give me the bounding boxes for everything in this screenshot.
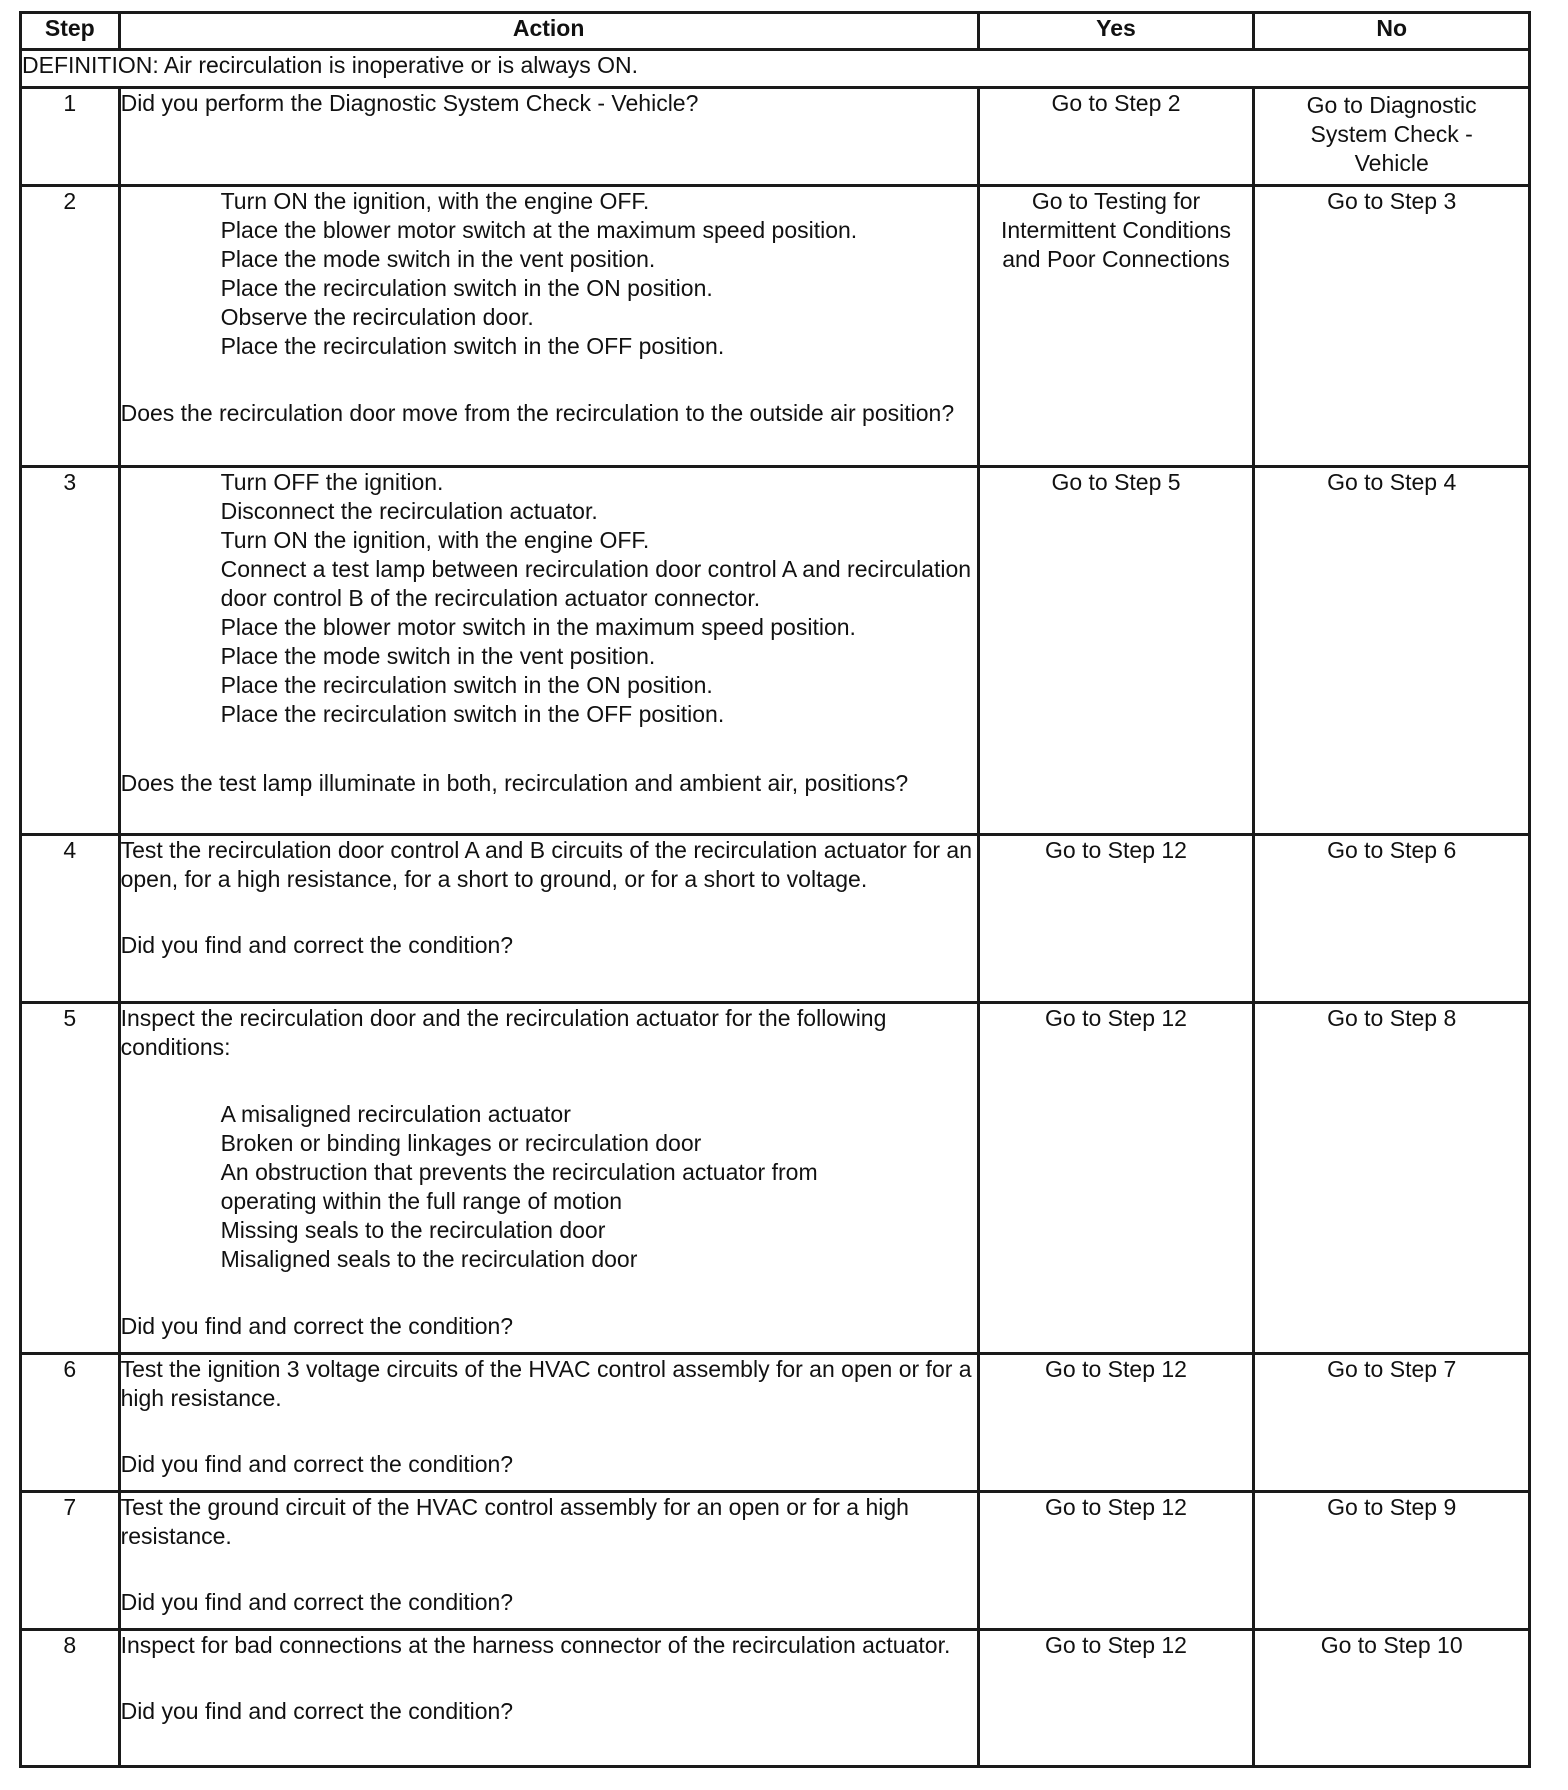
- step-number: 5: [21, 1003, 120, 1354]
- definition-row: [21, 50, 1530, 88]
- table-row: [21, 186, 1530, 467]
- no-cell: Go to Step 4: [1254, 467, 1530, 835]
- table-row: [21, 1630, 1530, 1767]
- condition-item: An obstruction that prevents the recirculation actuator from operating within the full range of motion: [220, 1159, 818, 1214]
- yes-cell: Go to Step 12: [978, 835, 1254, 1003]
- yes-cell: Go to Step 12: [978, 1630, 1254, 1767]
- instruction-item: Place the blower motor switch in the maximum speed position.: [220, 614, 856, 640]
- instruction-text: Test the ground circuit of the HVAC control assembly for an open or for a high resistance.: [120, 1494, 909, 1549]
- action-cell: [119, 1630, 978, 1767]
- table-row: [21, 1492, 1530, 1630]
- action-cell: [119, 1492, 978, 1630]
- instruction-text: Inspect for bad connections at the harness connector of the recirculation actuator.: [120, 1632, 951, 1658]
- spacer: [121, 1413, 977, 1450]
- step-number: 7: [21, 1492, 120, 1630]
- no-cell: Go to Step 8: [1254, 1003, 1530, 1354]
- step-number: 3: [21, 467, 120, 835]
- question-text: Did you find and correct the condition?: [120, 1451, 514, 1477]
- instruction-item: Place the recirculation switch in the OFF position.: [220, 333, 725, 359]
- step-number: 8: [21, 1630, 120, 1767]
- table-row: [21, 1003, 1530, 1354]
- table-row: [21, 467, 1530, 835]
- yes-line: and Poor Connections: [1002, 246, 1230, 272]
- action-cell: [119, 88, 978, 186]
- yes-cell: Go to Step 12: [978, 1492, 1254, 1630]
- spacer: [121, 1660, 977, 1697]
- yes-cell: Go to Step 2: [978, 88, 1254, 186]
- spacer: [121, 894, 977, 931]
- yes-line: Intermittent Conditions: [1000, 217, 1232, 243]
- action-cell: [119, 1354, 978, 1492]
- instruction-item: Place the blower motor switch at the maximum speed position.: [220, 217, 858, 243]
- instruction-text: Inspect the recirculation door and the recirculation actuator for the following conditions:: [120, 1005, 887, 1060]
- spacer: [121, 361, 977, 399]
- question-text: Did you find and correct the condition?: [120, 1589, 514, 1615]
- yes-cell: Go to Step 5: [978, 467, 1254, 835]
- no-cell: Go to Step 9: [1254, 1492, 1530, 1630]
- table-row: [21, 88, 1530, 186]
- step-number: 2: [21, 186, 120, 467]
- condition-item: Missing seals to the recirculation door: [220, 1217, 606, 1243]
- yes-cell: Go to Step 12: [978, 1354, 1254, 1492]
- spacer: [121, 1551, 977, 1588]
- question-text: Does the recirculation door move from the recirculation to the outside air position?: [120, 400, 955, 426]
- action-cell: [119, 186, 978, 467]
- condition-item: Misaligned seals to the recirculation door: [220, 1246, 638, 1272]
- instruction-item: Turn ON the ignition, with the engine OFF.: [220, 188, 650, 214]
- instruction-item: Turn OFF the ignition.: [220, 469, 444, 495]
- question-text: Does the test lamp illuminate in both, recirculation and ambient air, positions?: [120, 770, 909, 796]
- action-header: Action: [119, 13, 978, 50]
- step-number: 6: [21, 1354, 120, 1492]
- spacer: [121, 729, 977, 769]
- yes-cell: [978, 186, 1254, 467]
- question-text: Did you find and correct the condition?: [120, 932, 514, 958]
- instruction-text: Test the recirculation door control A and B circuits of the recirculation actuator for an open, for a high resistance, for a short to ground, or for a short to voltage.: [120, 837, 973, 892]
- no-cell: Go to Step 3: [1254, 186, 1530, 467]
- no-header: No: [1254, 13, 1530, 50]
- yes-header: Yes: [978, 13, 1254, 50]
- step-number: 1: [21, 88, 120, 186]
- question-text: Did you find and correct the condition?: [120, 1313, 514, 1339]
- no-line: Vehicle: [1354, 150, 1429, 176]
- instruction-item: Place the recirculation switch in the OFF position.: [220, 701, 725, 727]
- definition-text: DEFINITION: Air recirculation is inoperative or is always ON.: [21, 50, 1530, 88]
- instruction-item: Place the mode switch in the vent position.: [220, 643, 656, 669]
- instruction-item: Connect a test lamp between recirculation door control A and recirculation door control B of the recirculation actuator connector.: [220, 556, 972, 611]
- diagnostic-table: [19, 11, 1531, 1768]
- action-cell: [119, 467, 978, 835]
- question-text: Did you perform the Diagnostic System Check - Vehicle?: [120, 90, 699, 116]
- no-line: System Check -: [1310, 121, 1473, 147]
- yes-line: Go to Testing for: [1031, 188, 1201, 214]
- instruction-item: Place the mode switch in the vent position.: [220, 246, 656, 272]
- action-cell: [119, 1003, 978, 1354]
- no-line: Go to Diagnostic: [1306, 92, 1477, 118]
- header-row: [21, 13, 1530, 50]
- step-number: 4: [21, 835, 120, 1003]
- no-cell: Go to Step 6: [1254, 835, 1530, 1003]
- table-row: [21, 835, 1530, 1003]
- condition-item: A misaligned recirculation actuator: [220, 1101, 571, 1127]
- instruction-item: Turn ON the ignition, with the engine OFF.: [220, 527, 650, 553]
- condition-item: Broken or binding linkages or recirculation door: [220, 1130, 702, 1156]
- no-cell: Go to Step 10: [1254, 1630, 1530, 1767]
- instruction-item: Observe the recirculation door.: [220, 304, 534, 330]
- action-cell: [119, 835, 978, 1003]
- instruction-text: Test the ignition 3 voltage circuits of the HVAC control assembly for an open or for a high resistance.: [120, 1356, 972, 1411]
- question-text: Did you find and correct the condition?: [120, 1698, 514, 1724]
- no-cell: [1254, 88, 1530, 186]
- instruction-item: Place the recirculation switch in the ON position.: [220, 672, 713, 698]
- table-row: [21, 1354, 1530, 1492]
- spacer: [121, 1062, 977, 1100]
- step-header: Step: [21, 13, 120, 50]
- spacer: [121, 1274, 977, 1312]
- instruction-item: Disconnect the recirculation actuator.: [220, 498, 598, 524]
- no-cell: Go to Step 7: [1254, 1354, 1530, 1492]
- instruction-item: Place the recirculation switch in the ON position.: [220, 275, 713, 301]
- yes-cell: Go to Step 12: [978, 1003, 1254, 1354]
